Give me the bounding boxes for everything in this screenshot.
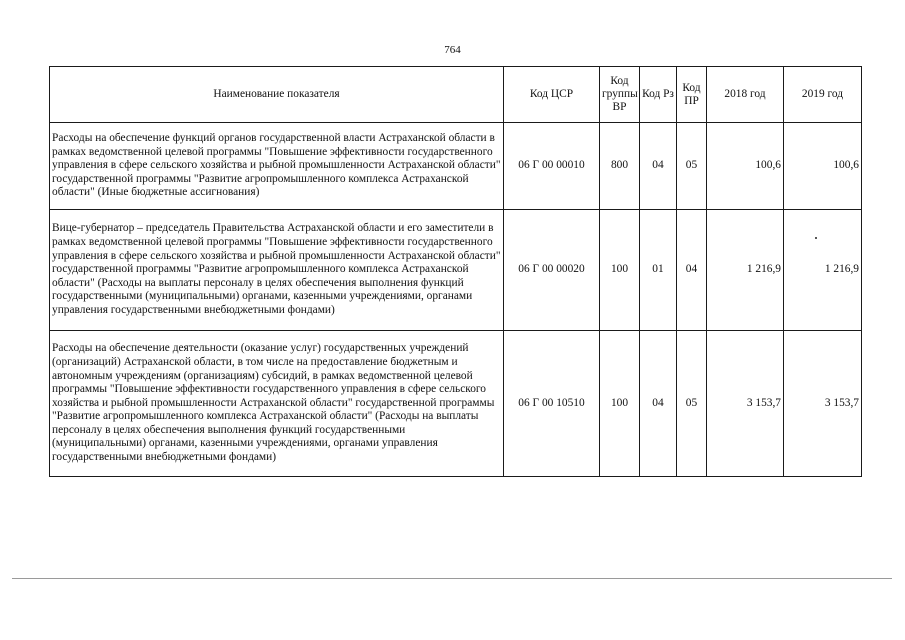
table-row (50, 331, 862, 477)
row-rz-cell: 04 (640, 123, 677, 210)
row-2019-cell: 100,6 (784, 123, 862, 210)
row-rz-cell: 04 (640, 331, 677, 477)
row-2018-cell: 100,6 (707, 123, 784, 210)
row-2019-cell: 3 153,7 (784, 331, 862, 477)
row-pr-cell: 05 (677, 331, 707, 477)
bottom-rule-line (12, 578, 892, 579)
column-header-2018: 2018 год (707, 67, 784, 123)
row-rz-cell: 01 (640, 210, 677, 331)
row-name-cell: Расходы на обеспечение деятельности (оказание услуг) государственных учреждений (организаций) Астраханской области, в том числе на предоставление бюджетным и автономным учреждениям (организациям) субсидий, в рамках ведомственной целевой программы "Повышение эффективности государственного управления в сфере сельского хозяйства и рыбной промышленности Астраханской области" государственной программы "Развитие агропромышленного комплекса Астраханской области" (Расходы на выплаты персоналу в целях обеспечения выполнения функций государственными (муниципальными) органами, казенными учреждениями, органами управления государственными внебюджетными фондами) (50, 331, 504, 477)
column-header-pr: Код ПР (677, 67, 707, 123)
table-header-row (50, 67, 862, 123)
column-header-name: Наименование показателя (50, 67, 504, 123)
column-header-rz: Код Рз (640, 67, 677, 123)
row-csr-cell: 06 Г 00 10510 (504, 331, 600, 477)
row-name-cell: Расходы на обеспечение функций органов государственной власти Астраханской области в рамках ведомственной целевой программы "Повышение эффективности государственного управления в сфере сельского хозяйства и рыбной промышленности Астраханской области" государственной программы "Развитие агропромышленного комплекса Астраханской области" (Иные бюджетные ассигнования) (50, 123, 504, 210)
page-number: 764 (444, 44, 461, 56)
row-2018-cell: 1 216,9 (707, 210, 784, 331)
table-row (50, 210, 862, 331)
row-name-cell: Вице-губернатор – председатель Правительства Астраханской области и его заместители в рамках ведомственной целевой программы "Повышение эффективности государственного управления в сфере сельского хозяйства и рыбной промышленности Астраханской области" государственной программы "Развитие агропромышленного комплекса Астраханской области" (Расходы на выплаты персоналу в целях обеспечения выполнения функций государственными (муниципальными) органами, казенными учреждениями, органами управления государственными внебюджетными фондами) (50, 210, 504, 331)
row-csr-cell: 06 Г 00 00010 (504, 123, 600, 210)
row-2018-cell: 3 153,7 (707, 331, 784, 477)
column-header-2019: 2019 год (784, 67, 862, 123)
budget-table (49, 66, 862, 477)
scan-speck (815, 237, 817, 239)
row-vr-cell: 100 (600, 331, 640, 477)
table-row (50, 123, 862, 210)
row-pr-cell: 04 (677, 210, 707, 331)
column-header-vr: Код группы ВР (600, 67, 640, 123)
row-pr-cell: 05 (677, 123, 707, 210)
row-vr-cell: 800 (600, 123, 640, 210)
row-2019-cell: 1 216,9 (784, 210, 862, 331)
row-csr-cell: 06 Г 00 00020 (504, 210, 600, 331)
row-vr-cell: 100 (600, 210, 640, 331)
column-header-csr: Код ЦСР (504, 67, 600, 123)
